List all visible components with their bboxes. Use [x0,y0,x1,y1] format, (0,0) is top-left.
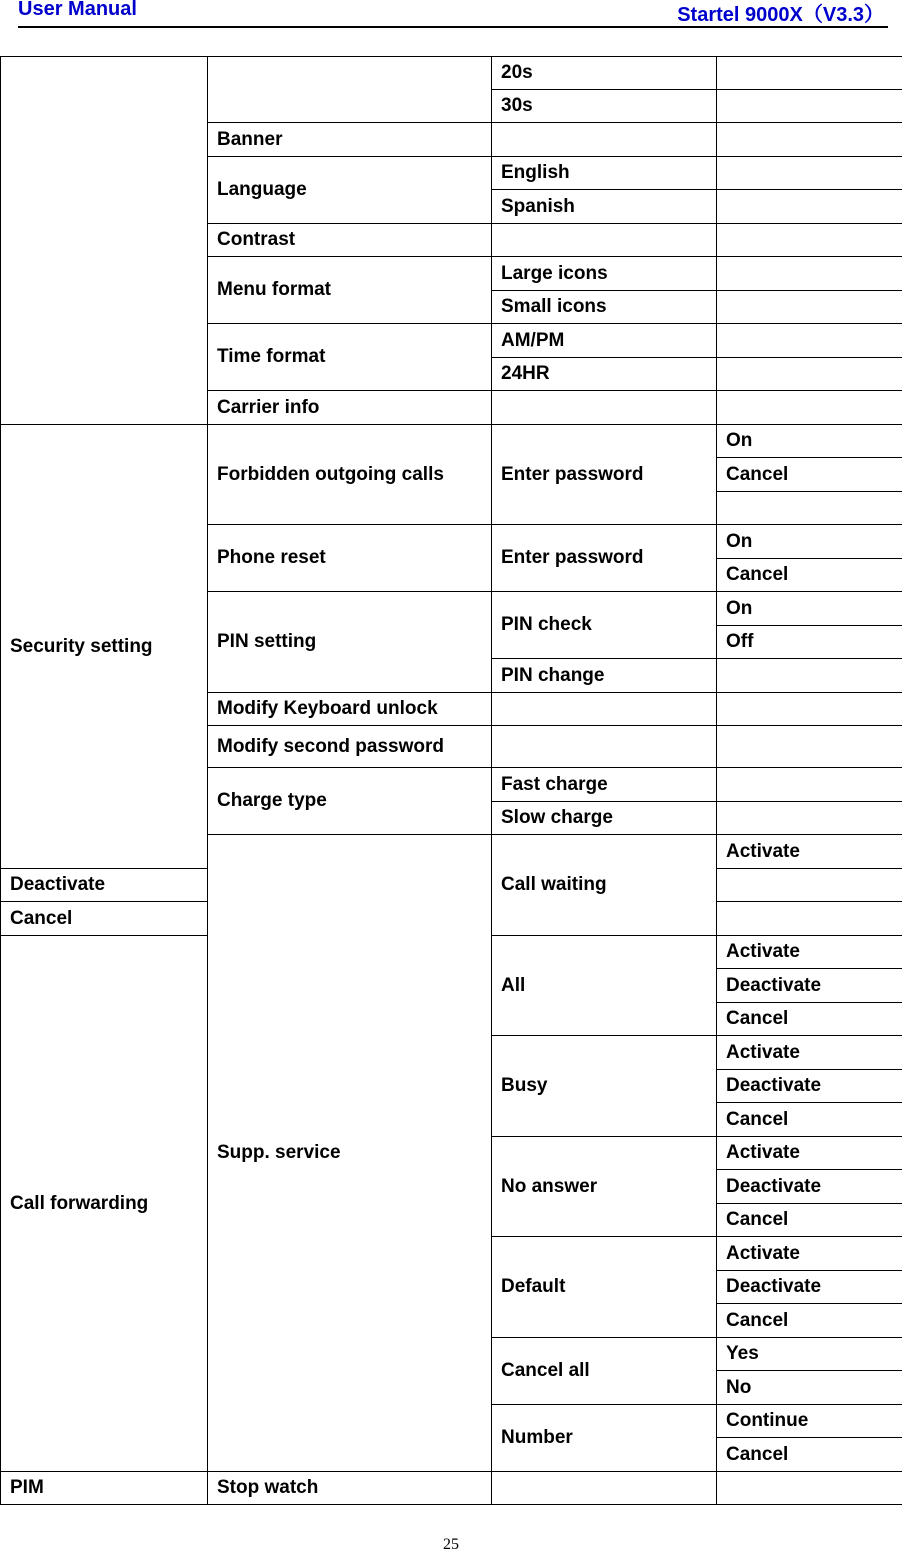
table-cell: Security setting [1,425,208,869]
header-title: User Manual [18,0,137,21]
table-cell [492,391,717,425]
table-cell: Fast charge [492,768,717,802]
table-cell: Modify Keyboard unlock [208,693,492,726]
table-cell [717,257,902,291]
table-cell: Small icons [492,291,717,324]
table-cell: Language [208,157,492,224]
table-cell: Cancel [717,458,902,492]
table-cell: Activate [717,835,902,869]
table-cell [717,1472,902,1505]
table-cell: Supp. service [208,835,492,1472]
table-cell: Slow charge [492,802,717,835]
table-cell: Time format [208,324,492,391]
table-cell [492,224,717,257]
table-cell: Charge type [208,768,492,835]
table-row [1,1472,902,1505]
table-cell: Deactivate [1,869,208,902]
menu-table-body [1,57,902,1505]
table-cell: Activate [717,1237,902,1271]
table-cell: All [492,936,717,1036]
table-cell: Menu format [208,257,492,324]
table-cell: Cancel [717,1438,902,1472]
table-cell: 24HR [492,358,717,391]
table-cell: Modify second password [208,726,492,768]
page-header [18,0,888,28]
table-cell: Enter password [492,525,717,592]
table-cell: No answer [492,1137,717,1237]
table-cell: Deactivate [717,1070,902,1103]
table-cell: PIN check [492,592,717,659]
table-cell [717,902,902,936]
table-cell: Cancel [717,1003,902,1036]
table-cell: Cancel [717,1103,902,1137]
table-cell: Activate [717,936,902,969]
table-cell: Default [492,1237,717,1338]
table-cell: Contrast [208,224,492,257]
table-cell: Large icons [492,257,717,291]
table-cell [717,224,902,257]
header-model: Startel 9000X（V3.3） [677,0,884,27]
table-cell: Deactivate [717,1170,902,1204]
table-cell: 20s [492,57,717,90]
table-cell: Forbidden outgoing calls [208,425,492,525]
table-cell [717,57,902,90]
table-cell [717,492,902,525]
table-cell: On [717,592,902,626]
table-cell: On [717,525,902,559]
table-cell: Cancel all [492,1338,717,1405]
table-cell [717,869,902,902]
table-cell: AM/PM [492,324,717,358]
page-number: 25 [0,1536,902,1554]
table-cell: On [717,425,902,458]
table-cell: Stop watch [208,1472,492,1505]
table-cell [717,90,902,123]
table-cell: Continue [717,1405,902,1438]
table-cell: Call forwarding [1,936,208,1472]
table-cell: Activate [717,1137,902,1170]
table-cell: Spanish [492,190,717,224]
table-cell [717,190,902,224]
table-cell: Off [717,626,902,659]
table-cell: PIN setting [208,592,492,693]
table-cell [492,693,717,726]
table-cell [717,324,902,358]
table-cell: Busy [492,1036,717,1137]
table-cell [717,291,902,324]
table-cell [717,768,902,802]
table-cell: Cancel [717,559,902,592]
table-cell: PIN change [492,659,717,693]
table-cell: Yes [717,1338,902,1371]
table-cell [717,802,902,835]
table-cell: Carrier info [208,391,492,425]
table-cell: PIM [1,1472,208,1505]
table-cell: Cancel [1,902,208,936]
menu-tree-table [0,56,902,1505]
table-cell [717,391,902,425]
table-cell: No [717,1371,902,1405]
table-cell: Phone reset [208,525,492,592]
table-cell [492,726,717,768]
table-cell [208,57,492,123]
table-cell: Cancel [717,1204,902,1237]
table-cell [717,157,902,190]
table-cell: Call waiting [492,835,717,936]
table-cell: Banner [208,123,492,157]
table-cell [1,57,208,425]
table-cell: Deactivate [717,969,902,1003]
table-cell: English [492,157,717,190]
table-cell [717,358,902,391]
table-cell: Cancel [717,1304,902,1338]
table-cell [717,123,902,157]
table-cell: Activate [717,1036,902,1070]
table-cell [717,726,902,768]
table-cell [717,693,902,726]
table-cell: Enter password [492,425,717,525]
table-cell: Deactivate [717,1271,902,1304]
table-cell [492,1472,717,1505]
table-cell [717,659,902,693]
table-row [1,57,902,90]
table-cell [492,123,717,157]
table-cell: Number [492,1405,717,1472]
table-row [1,425,902,458]
table-cell: 30s [492,90,717,123]
